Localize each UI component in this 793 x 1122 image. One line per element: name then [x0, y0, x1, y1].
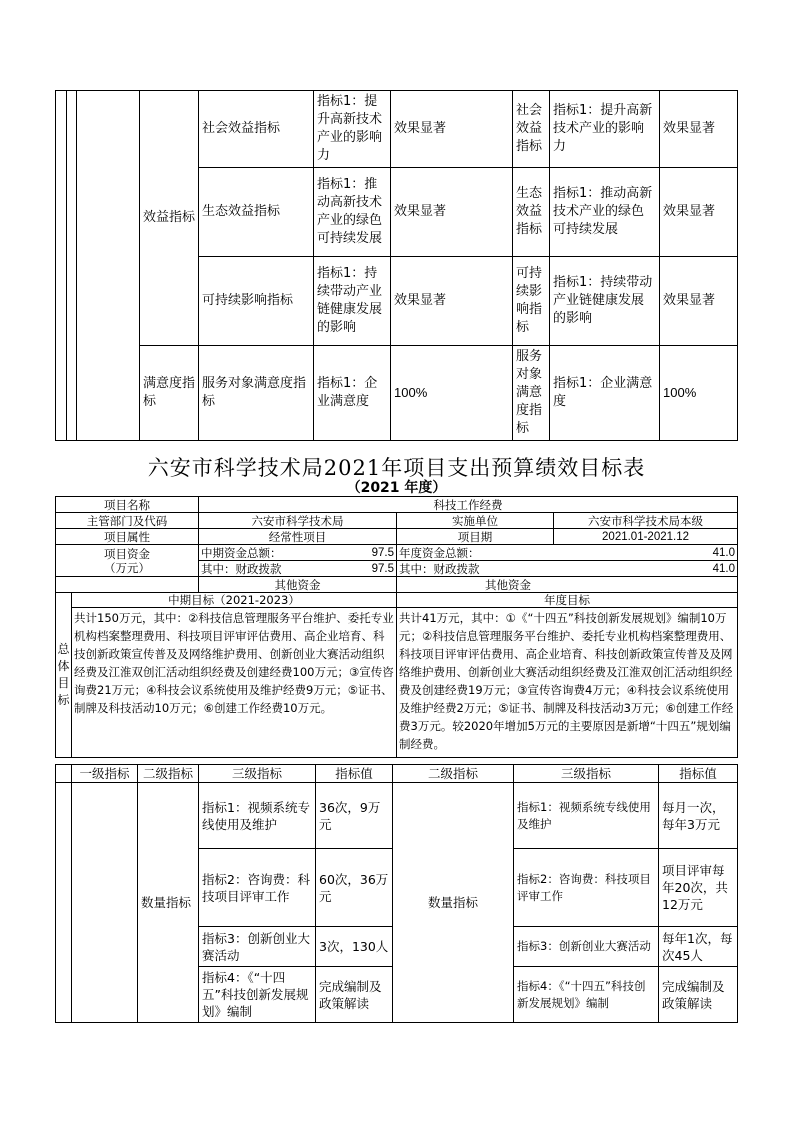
impl-label: 实施单位: [397, 513, 554, 529]
mid-other-label: 其他资金: [199, 577, 397, 593]
period-value: 2021.01-2021.12: [554, 529, 738, 545]
header-value: 指标值: [316, 765, 393, 783]
year-other-label: 其他资金: [397, 577, 738, 593]
col-spacer: [67, 91, 77, 441]
mid-fiscal-cell: [199, 561, 397, 577]
header-level2-year: 二级指标: [393, 765, 514, 783]
mid-goal-text: 共计150万元，其中：②科技信息管理服务平台维护、委托专业机构档案整理费用、科技项目评审评估费用、高企业培育、科技创新政策宣传普及及网络维护费用、创新创业大赛活动组织经费及江淮双创汇活动组织经费及创建经费100万元；③宣传咨询费21万元；④科技会议系统使用及维护经费9万元；⑤证书、制牌及科技活动10万元；⑥创建工作经费10万元。: [72, 608, 397, 758]
indicator: 指标2：咨询费：科技项目评审工作: [199, 849, 316, 927]
indicator: 指标1：视频系统专线使用及维护: [199, 783, 316, 849]
indicator: 指标1：提升高新技术产业的影响力: [314, 91, 391, 168]
sub-indicator-year: 社会效益指标: [513, 91, 550, 168]
impl-value: 六安市科学技术局本级: [554, 513, 738, 529]
benefit-category: 效益指标: [140, 91, 199, 346]
sub-indicator: 社会效益指标: [199, 91, 314, 168]
mid-fiscal-label: 其中：财政拨款: [201, 561, 282, 576]
mid-goal-label: 中期目标（2021-2023）: [72, 593, 397, 608]
indicator: 指标1：持续带动产业链健康发展的影响: [314, 257, 391, 346]
funds-label-line2: （万元）: [104, 560, 150, 575]
indicator-year: 指标4：《“十四五”科技创新发展规划》编制: [514, 967, 659, 1023]
year-fiscal-label: 其中：财政拨款: [399, 561, 480, 576]
funds-label: [56, 545, 199, 577]
indicator: 指标1：推动高新技术产业的绿色可持续发展: [314, 168, 391, 257]
indicator-year: 指标1：推动高新技术产业的绿色可持续发展: [550, 168, 660, 257]
page-subtitle: （2021 年度）: [346, 480, 447, 496]
quantity-category-year: 数量指标: [393, 783, 514, 1023]
header-value-year: 指标值: [659, 765, 738, 783]
indicator-value-year: 效果显著: [660, 168, 738, 257]
col-spacer: [77, 91, 140, 441]
indicator: 指标4：《“十四五”科技创新发展规划》编制: [199, 967, 316, 1023]
col-spacer: [56, 783, 72, 1023]
indicator-value-year: 效果显著: [660, 257, 738, 346]
sub-indicator: 生态效益指标: [199, 168, 314, 257]
mid-total-label: 中期资金总额：: [201, 545, 282, 560]
indicator-value: 效果显著: [391, 168, 513, 257]
header-level2: 二级指标: [138, 765, 199, 783]
satisfaction-category: 满意度指标: [140, 346, 199, 441]
empty-cell: [56, 577, 199, 593]
indicator-value-year: 100%: [660, 346, 738, 441]
project-info-table: [55, 496, 738, 758]
indicator-year: 指标1：企业满意度: [550, 346, 660, 441]
indicator-year: 指标2：咨询费：科技项目评审工作: [514, 849, 659, 927]
project-name: 科技工作经费: [199, 497, 738, 513]
indicator-value-year: 每年1次，每次45人: [659, 927, 738, 967]
sub-indicator-year: 生态效益指标: [513, 168, 550, 257]
project-name-label: 项目名称: [56, 497, 199, 513]
year-total-label: 年度资金总额：: [399, 545, 480, 560]
empty-cell: [56, 765, 72, 783]
indicator-value-year: 每月一次，每年3万元: [659, 783, 738, 849]
indicator-value: 效果显著: [391, 257, 513, 346]
quantity-indicator-table: [55, 764, 738, 1023]
sub-indicator-year: 可持续影响指标: [513, 257, 550, 346]
dept-value: 六安市科学技术局: [199, 513, 397, 529]
sub-indicator-year: 服务对象满意度指标: [513, 346, 550, 441]
sub-indicator: 服务对象满意度指标: [199, 346, 314, 441]
indicator: 指标1：企业满意度: [314, 346, 391, 441]
indicator-year: 指标3：创新创业大赛活动: [514, 927, 659, 967]
header-level3-year: 三级指标: [514, 765, 659, 783]
year-total-value: 41.0: [712, 546, 736, 559]
year-goal-label: 年度目标: [397, 593, 738, 608]
header-level1: 一级指标: [72, 765, 138, 783]
mid-fiscal-value: 97.5: [371, 562, 394, 575]
col-spacer: [72, 783, 138, 1023]
header-level3: 三级指标: [199, 765, 316, 783]
indicator-year: 指标1：提升高新技术产业的影响力: [550, 91, 660, 168]
year-fiscal-cell: [397, 561, 738, 577]
quantity-category: 数量指标: [138, 783, 199, 1023]
funds-label-line1: 项目资金: [104, 546, 150, 561]
dept-label: 主管部门及代码: [56, 513, 199, 529]
indicator-value: 36次，9万元: [316, 783, 393, 849]
indicator-value: 完成编制及政策解读: [316, 967, 393, 1023]
mid-total-cell: [199, 545, 397, 561]
indicator-value: 60次，36万元: [316, 849, 393, 927]
col-spacer: [56, 91, 67, 441]
indicator-year: 指标1：视频系统专线使用及维护: [514, 783, 659, 849]
benefit-indicator-table: [55, 90, 738, 441]
indicator-year: 指标1：持续带动产业链健康发展的影响: [550, 257, 660, 346]
year-total-cell: [397, 545, 738, 561]
indicator-value: 100%: [391, 346, 513, 441]
indicator-value-year: 项目评审每年20次，共12万元: [659, 849, 738, 927]
year-goal-text: 共计41万元，其中：①《“十四五”科技创新发展规划》编制10万元；②科技信息管理服务平台维护、委托专业机构档案整理费用、科技项目评审评估费用、高企业培育、科技创新政策宣传普及及网络维护费用、创新创业大赛活动组织经费及江淮双创汇活动组织经费及创建经费19万元；③宣传咨询费4万元；④科技会议系统使用及维护经费2万元；⑤证书、制牌及科技活动3万元；⑥创建工作经费3万元。较2020年增加5万元的主要原因是新增“十四五”规划编制经费。: [397, 608, 738, 758]
attr-value: 经常性项目: [199, 529, 397, 545]
attr-label: 项目属性: [56, 529, 199, 545]
overall-goal-label: 总体目标: [56, 593, 72, 758]
indicator-value: 效果显著: [391, 91, 513, 168]
indicator-value: 3次，130人: [316, 927, 393, 967]
indicator-value-year: 效果显著: [660, 91, 738, 168]
indicator-value-year: 完成编制及政策解读: [659, 967, 738, 1023]
year-fiscal-value: 41.0: [712, 562, 736, 575]
mid-total-value: 97.5: [371, 546, 394, 559]
page-title: 六安市科学技术局2021年项目支出预算绩效目标表: [147, 456, 646, 480]
period-label: 项目期: [397, 529, 554, 545]
indicator: 指标3：创新创业大赛活动: [199, 927, 316, 967]
sub-indicator: 可持续影响指标: [199, 257, 314, 346]
